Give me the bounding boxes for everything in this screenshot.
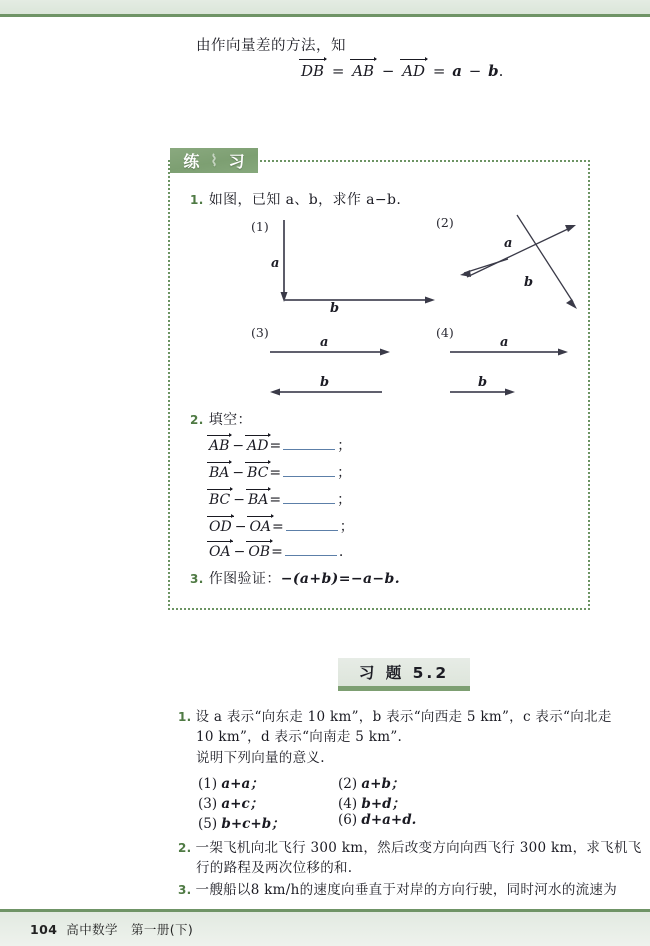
answer-blank-2[interactable]: [283, 464, 335, 477]
subitem-1-label: (1): [198, 776, 218, 792]
subitem-3-expr: a+c；: [221, 796, 264, 812]
vector-AB-1: AB: [208, 438, 230, 454]
subitem-3-label: (3): [198, 796, 218, 812]
diagram-1-vectors: [280, 218, 440, 318]
page-top-band: [0, 0, 650, 14]
minus-b4: −: [234, 519, 247, 535]
diagram-3-label-a: a: [320, 335, 329, 350]
subitem-2-expr: a+b；: [361, 776, 405, 792]
blank-row-4: [208, 516, 354, 536]
practice-q2-text: 填空：: [208, 412, 252, 428]
diagram-3-vectors: [270, 340, 430, 400]
vector-OD-1: OD: [208, 519, 233, 535]
minus-b5: −: [233, 544, 246, 560]
page-number: 104: [30, 922, 58, 937]
diagram-2-label-b: b: [524, 275, 534, 290]
sep-b1: ；: [337, 438, 352, 454]
exercise-1-line3-row: [196, 748, 325, 768]
exercise-1-line3: 说明下列向量的意义.: [196, 750, 325, 766]
vector-OB-1: OB: [247, 544, 271, 560]
subitem-5-expr: b+c+b；: [221, 816, 285, 832]
equals-sign-1: =: [331, 62, 345, 80]
exercise-item-1: [178, 707, 612, 727]
practice-tab-char-2: 习: [228, 152, 245, 171]
vector-AD: AD: [401, 62, 426, 80]
exercise-2-line2: 行的路程及两次位移的和.: [196, 860, 353, 876]
diagram-4-label-b: b: [478, 375, 488, 390]
diagram-4-label: (4): [436, 325, 454, 340]
equals-b4: =: [272, 519, 284, 535]
diagram-3-label: (3): [251, 325, 269, 340]
footer-volume: 第一册(下): [131, 922, 194, 937]
exercise-3-number: 3.: [178, 883, 192, 897]
diagram-4-vectors: [450, 340, 610, 400]
equals-b2: =: [269, 465, 282, 481]
footer-book-title: 高中数学: [66, 922, 118, 937]
vector-AD-1: AD: [246, 438, 269, 454]
exercise-1-subitem-5: [198, 812, 285, 832]
minus-b3: −: [233, 492, 245, 508]
practice-q3-text: 作图验证：: [208, 571, 281, 587]
vector-BA-2: BA: [247, 492, 269, 508]
blank-row-3: [208, 489, 351, 509]
vector-AB: AB: [351, 62, 375, 80]
subitem-2-label: (2): [338, 776, 358, 792]
subitem-1-expr: a+a；: [221, 776, 264, 792]
exercises-header-underline: [338, 686, 470, 691]
minus-b1: −: [232, 438, 245, 454]
diagram-2-label: (2): [436, 215, 454, 230]
answer-blank-1[interactable]: [283, 437, 335, 450]
diagram-3-label-b: b: [320, 375, 330, 390]
exercise-1-line2: 10 km”，d 表示“向南走 5 km”.: [196, 729, 403, 745]
exercises-header-text: 习 题 5.2: [358, 664, 450, 682]
exercise-1-subitem-1: [198, 772, 264, 792]
practice-question-2: [190, 409, 252, 429]
practice-q3-number: 3.: [190, 572, 204, 586]
vector-OA-2: OA: [208, 544, 232, 560]
vector-BC-1: BC: [246, 465, 269, 481]
answer-blank-5[interactable]: [285, 543, 337, 556]
minus-sign-2: −: [468, 62, 482, 80]
practice-q1-text: 如图，已知 a、b，求作 a−b.: [208, 192, 402, 208]
exercises-header: [338, 658, 470, 686]
page-footer: [30, 920, 193, 938]
bold-vector-a: a: [452, 62, 462, 80]
vector-BA-1: BA: [208, 465, 230, 481]
bold-vector-b: b: [488, 62, 499, 80]
answer-blank-3[interactable]: [283, 491, 335, 504]
exercise-1-subitem-3: [198, 792, 263, 812]
page-top-rule: [0, 14, 650, 17]
minus-sign-1: −: [381, 62, 395, 80]
subitem-6-expr: d+a+d.: [361, 812, 417, 828]
practice-question-1: [190, 189, 401, 209]
equals-sign-2: =: [432, 62, 446, 80]
vector-OA-1: OA: [248, 519, 272, 535]
intro-formula: [300, 62, 503, 80]
answer-blank-4[interactable]: [286, 518, 338, 531]
exercise-1-line2-row: [196, 727, 402, 747]
intro-sentence: 由作向量差的方法，知: [196, 38, 346, 54]
practice-question-3: [190, 568, 400, 588]
vector-BC-2: BC: [208, 492, 231, 508]
sep-b4: ；: [339, 519, 354, 535]
diagram-2-label-a: a: [504, 236, 513, 251]
minus-b2: −: [232, 465, 245, 481]
subitem-5-label: (5): [198, 816, 218, 832]
diagram-2-vectors: [460, 215, 590, 315]
exercise-2-number: 2.: [178, 841, 192, 855]
exercise-1-subitem-4: [338, 792, 405, 812]
exercise-2-line1: 一架飞机向北飞行 300 km，然后改变方向向西飞行 300 km，求飞机飞: [195, 840, 642, 856]
vector-DB: DB: [300, 62, 325, 80]
equals-b5: =: [271, 544, 283, 560]
exercise-1-line1: 设 a 表示“向东走 10 km”，b 表示“向西走 5 km”，c 表示“向北走: [195, 709, 612, 725]
sep-b2: ；: [337, 465, 352, 481]
exercise-item-3: [178, 880, 617, 900]
exercise-1-subitem-2: [338, 772, 404, 792]
diagram-1-label: (1): [251, 219, 269, 234]
diagram-1-label-a: a: [271, 256, 280, 271]
practice-section-tab: [170, 148, 258, 173]
blank-row-5: [208, 543, 343, 560]
exercise-2-line2-row: [196, 858, 352, 878]
subitem-6-label: (6): [338, 812, 358, 828]
sep-b3: ；: [337, 492, 352, 508]
practice-tab-decoration: ⌇: [210, 151, 218, 170]
diagram-1-label-b: b: [330, 301, 340, 316]
subitem-4-label: (4): [338, 796, 358, 812]
equals-b1: =: [269, 438, 282, 454]
subitem-4-expr: b+d；: [361, 796, 406, 812]
sep-b5: .: [338, 544, 344, 560]
practice-q2-number: 2.: [190, 413, 204, 427]
blank-row-2: [208, 462, 351, 482]
diagram-4-label-a: a: [500, 335, 509, 350]
practice-q1-number: 1.: [190, 193, 204, 207]
exercise-3-line1: 一艘船以8 km/h的速度向垂直于对岸的方向行驶，同时河水的流速为: [195, 882, 618, 898]
exercise-1-number: 1.: [178, 710, 192, 724]
exercise-1-subitem-6: [338, 812, 416, 828]
blank-row-1: [208, 435, 351, 455]
period-1: .: [498, 62, 504, 80]
practice-tab-char-1: 练: [183, 152, 200, 171]
equals-b3: =: [269, 492, 282, 508]
practice-q3-formula: −(a+b)=−a−b.: [280, 571, 401, 587]
exercise-item-2: [178, 838, 642, 858]
